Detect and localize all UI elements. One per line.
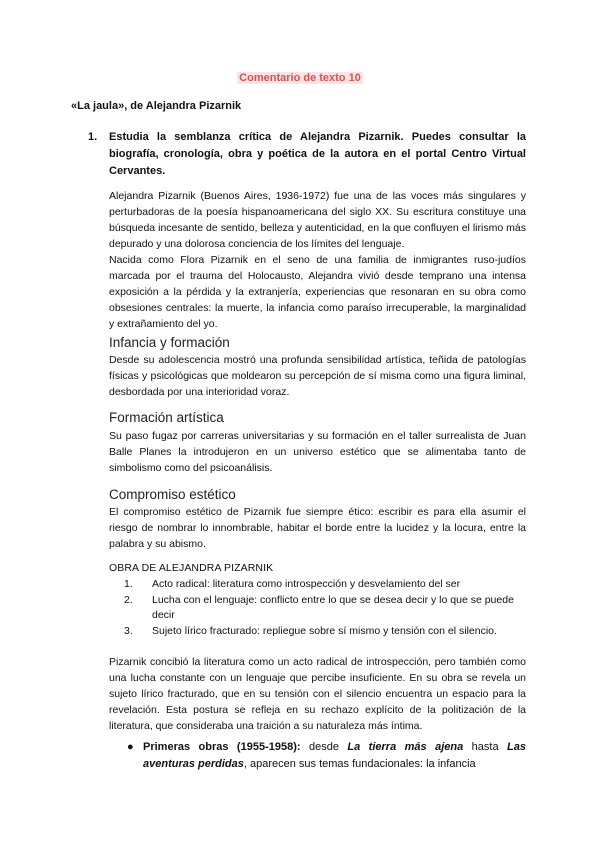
obra-list-item: 1. Acto radical: literatura como introspección y desvelamiento del ser — [124, 578, 461, 590]
bullet-icon: ● — [127, 741, 134, 753]
section-heading-formacion: Formación artística — [109, 410, 224, 425]
question-1 — [88, 129, 526, 180]
intro-paragraph-1: Alejandra Pizarnik (Buenos Aires, 1936-1972) fue una de las voces más singulares y perturbadoras de la poesía hispanoamericana del siglo XX. Su escritura constituye una búsqueda incesante de sentido, belleza y autenticidad, en la que confluyen el lirismo más depurado y una dolorosa conciencia de los límites del lenguaje. — [109, 190, 526, 250]
obra-list-title: OBRA DE ALEJANDRA PIZARNIK — [109, 562, 274, 574]
question-1-number: 1. — [88, 131, 98, 143]
obra-list — [124, 577, 526, 640]
section-text-compromiso: El compromiso estético de Pizarnik fue siempre ético: escribir es para ella asumir el riesgo de nombrar lo innombrable, habitar el borde entre la lucidez y la locura, entre la palabra y su abismo. — [109, 506, 526, 550]
bullet-primeras-obras — [127, 739, 526, 773]
section-text-infancia: Desde su adolescencia mostró una profunda sensibilidad artística, teñida de patologías físicas y psicológicas que moldearon su percepción de sí misma como una figura liminal, desbordada por una interioridad voraz. — [109, 354, 526, 398]
document-title: Comentario de texto 10 — [239, 72, 361, 84]
intro-paragraph-2: Nacida como Flora Pizarnik en el seno de una familia de inmigrantes ruso-judíos marcada por el trauma del Holocausto, Alejandra vivió desde temprano una intensa exposición a la pérdida y la extranjería, experiencias que resonaran en su obra como obsesiones centrales: la muerte, la infancia como paraíso irrecuperable, la marginalidad y extrañamiento del yo. — [109, 254, 526, 330]
bullet-text: Primeras obras (1955-1958): desde La tierra más ajena hasta Las aventuras perdidas, aparecen sus temas fundacionales: la infancia — [143, 741, 526, 770]
obra-list-item: 3. Sujeto lírico fracturado: repliegue sobre sí mismo y tensión con el silencio. — [124, 625, 497, 637]
obra-list-item: 2. Lucha con el lenguaje: conflicto entre lo que se desea decir y lo que se puede decir — [124, 594, 514, 621]
work-title: «La jaula», de Alejandra Pizarnik — [71, 100, 242, 112]
section-heading-compromiso: Compromiso estético — [109, 487, 236, 502]
section-text-formacion: Su paso fugaz por carreras universitarias y su formación en el taller surrealista de Juan Balle Planes la introdujeron en un universo estético que se alimentaba tanto de simbolismo como del psicoanálisis. — [109, 430, 526, 474]
section-heading-infancia: Infancia y formación — [109, 335, 230, 350]
question-1-text: Estudia la semblanza crítica de Alejandra Pizarnik. Puedes consultar la biografía, cronología, obra y poética de la autora en el portal Centro Virtual Cervantes. — [109, 131, 526, 177]
closing-paragraph: Pizarnik concibió la literatura como un acto radical de introspección, pero también como una lucha constante con un lenguaje que percibe insuficiente. En su obra se revela un sujeto lírico fracturado, que en su tensión con el silencio encuentra un espacio para la revelación. Esta postura se refleja en su rechazo explícito de la politización de la literatura, que consideraba una traición a su naturaleza más íntima. — [109, 656, 526, 732]
